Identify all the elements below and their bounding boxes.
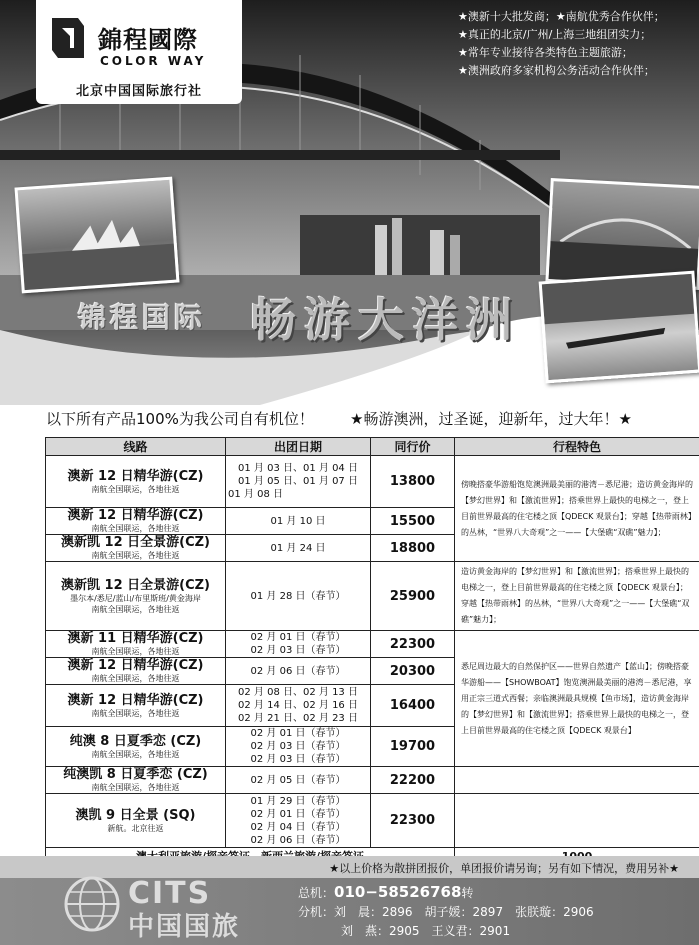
route-sub: 南航全国联运，各地往返: [91, 708, 180, 718]
price-cell: 20300: [371, 658, 455, 685]
date-line: 02 月 01 日（春节）: [250, 632, 346, 643]
main-phone: 010−58526768: [334, 883, 462, 901]
logo-name-en: COLOR WAY: [100, 54, 207, 68]
date-line: 01 月 08 日: [228, 489, 283, 500]
date-line: 02 月 08 日、02 月 13 日: [238, 687, 358, 698]
route-sub: 南航全国联运，各地往返: [91, 749, 180, 759]
date-line: 02 月 06 日（春节）: [250, 834, 346, 846]
price-cell: 15500: [371, 508, 455, 535]
route-sub: 墨尔本/悉尼/蓝山/布里斯班/黄金海岸: [70, 593, 201, 603]
route-name: 纯澳凯 8 日夏季恋 (CZ): [63, 767, 208, 782]
route-name: 澳凯 9 日全景 (SQ): [75, 807, 196, 823]
price-note: ★以上价格为散拼团报价，单团报价请另询；另有如下情况，费用另补★: [329, 862, 679, 875]
extensions-line2: 刘 燕：2905 王义君：2901: [341, 924, 511, 938]
cits-globe-icon: [60, 872, 124, 936]
price-cell: 22300: [371, 631, 455, 658]
highlight-item: ★常年专业接待各类特色主题旅游；: [458, 46, 633, 59]
date-line: 01 月 10 日: [270, 515, 326, 527]
highlight-item: ★真正的北京/广州/上海三地组团实力；: [458, 28, 652, 41]
route-name: 澳新 12 日精华游(CZ): [67, 658, 204, 673]
hero-brand: 锦程国际: [78, 301, 207, 334]
header-features: 行程特色: [455, 438, 699, 456]
date-line: 01 月 24 日: [270, 542, 326, 554]
feature-cell-empty: [455, 794, 699, 848]
header-price: 同行价: [371, 438, 455, 456]
table-header-row: [46, 438, 699, 456]
date-line: 02 月 03 日（春节）: [250, 741, 346, 752]
feature-cell: 悉尼周边最大的自然保护区——世界自然遗产【蓝山】；傍晚搭豪华游船——【SHOWBOAT】饱览澳洲最美丽的港湾－悉尼港，享用正宗三道式西餐；亲临澳洲最具规模【鱼市场】，造访黄金海岸的【梦幻世界】和【激流世界】；搭乘世界上最快的电梯之一，登上目前世界最高的住宅楼之顶【QDECK 观景台】: [455, 631, 699, 767]
cits-logo-cn: 中国国旅: [128, 912, 241, 942]
hero-title: 畅游大洋洲: [250, 293, 520, 347]
header-route: 线路: [46, 438, 226, 456]
route-sub: 南航全国联运，各地往返: [91, 604, 180, 614]
company-logo: [36, 0, 242, 104]
route-name: 纯澳 8 日夏季恋 (CZ): [69, 733, 202, 749]
price-cell: 13800: [371, 456, 455, 508]
date-line: 01 月 05 日、01 月 07 日: [238, 476, 358, 487]
main-phone-suffix: 转: [461, 886, 474, 900]
date-line: 02 月 01 日（春节）: [250, 728, 346, 739]
highlight-item: ★澳新十大批发商；★南航优秀合作伙伴；: [458, 10, 665, 23]
table-row: [46, 794, 699, 848]
date-line: 02 月 21 日、02 月 23 日: [238, 713, 358, 724]
highlight-item: ★澳洲政府多家机构公务活动合作伙伴；: [458, 64, 655, 77]
opera-house-photo: [14, 177, 179, 294]
route-name: 澳新凯 12 日全景游(CZ): [61, 535, 210, 550]
feature-cell-empty: [455, 767, 699, 794]
logo-subtitle: 北京中国国际旅行社: [75, 84, 202, 99]
date-line: 02 月 04 日（春节）: [250, 821, 346, 833]
date-line: 02 月 03 日（春节）: [250, 645, 346, 656]
date-line: 02 月 06 日（春节）: [250, 665, 346, 677]
route-sub: 南航全国联运，各地往返: [91, 484, 180, 494]
feature-cell: 造访黄金海岸的【梦幻世界】和【激流世界】；搭乘世界上最快的电梯之一，登上目前世界最高的住宅楼之顶【QDECK 观景台】；穿越【热带雨林】的丛林，“世界八大奇观”之一——【大堡礁“双礁”魅力】；: [455, 562, 699, 631]
route-name: 澳新凯 12 日全景游(CZ): [61, 577, 210, 593]
route-sub: 南航全国联运，各地往返: [91, 551, 180, 560]
contact-info: [298, 883, 594, 941]
route-sub: 南航全国联运，各地往返: [91, 783, 180, 792]
route-name: 澳新 12 日精华游(CZ): [67, 508, 204, 523]
hero-banner: [0, 0, 699, 405]
route-name: 澳新 12 日精华游(CZ): [67, 468, 204, 484]
table-row: [46, 562, 699, 631]
route-sub: 南航全国联运，各地往返: [91, 524, 180, 533]
date-line: 02 月 01 日（春节）: [250, 808, 346, 820]
date-line: 01 月 28 日（春节）: [250, 590, 346, 602]
feature-cell: 傍晚搭豪华游船饱览澳洲最美丽的港湾－悉尼港；造访黄金海岸的【梦幻世界】和【激流世界】；搭乘世界上最快的电梯之一，登上目前世界最高的住宅楼之顶【QDECK 观景台】；穿越【热带雨林】的丛林，“世界八大奇观”之一——【大堡礁“双礁”魅力】；: [455, 456, 699, 562]
price-cell: 22300: [371, 794, 455, 848]
extensions-line1: 分机：刘 晨：2896 胡子媛：2897 张朕璇：2906: [298, 905, 594, 919]
table-row: [46, 631, 699, 658]
cits-logo-en: CITS: [128, 876, 212, 911]
date-line: 02 月 05 日（春节）: [250, 774, 346, 786]
table-row: [46, 767, 699, 794]
route-name: 澳新 12 日精华游(CZ): [67, 692, 204, 708]
route-sub: 新航。北京往返: [107, 823, 164, 833]
beach-canoe-photo: [539, 271, 699, 384]
price-cell: 25900: [371, 562, 455, 631]
route-price-table: [45, 437, 699, 865]
logo-name-cn: 錦程國際: [98, 26, 198, 54]
date-line: 01 月 03 日、01 月 04 日: [238, 463, 358, 474]
route-sub: 南航全国联运，各地往返: [91, 674, 180, 683]
price-cell: 18800: [371, 535, 455, 562]
route-name: 澳新 11 日精华游(CZ): [67, 631, 204, 646]
tagline-right: ★畅游澳洲，过圣诞，迎新年，过大年！★: [350, 410, 632, 428]
table-row: [46, 456, 699, 508]
main-phone-label: 总机：: [298, 886, 335, 900]
date-line: 02 月 03 日（春节）: [250, 754, 346, 765]
date-line: 01 月 29 日（春节）: [250, 795, 346, 807]
price-cell: 22200: [371, 767, 455, 794]
route-sub: 南航全国联运，各地往返: [91, 647, 180, 656]
highlights-list: [458, 8, 698, 80]
price-cell: 19700: [371, 727, 455, 767]
price-cell: 16400: [371, 685, 455, 727]
header-dates: 出团日期: [226, 438, 371, 456]
tagline-left: 以下所有产品100%为我公司自有机位！: [46, 410, 314, 428]
date-line: 02 月 14 日、02 月 16 日: [238, 700, 358, 711]
colorway-logo-icon: [48, 14, 88, 62]
